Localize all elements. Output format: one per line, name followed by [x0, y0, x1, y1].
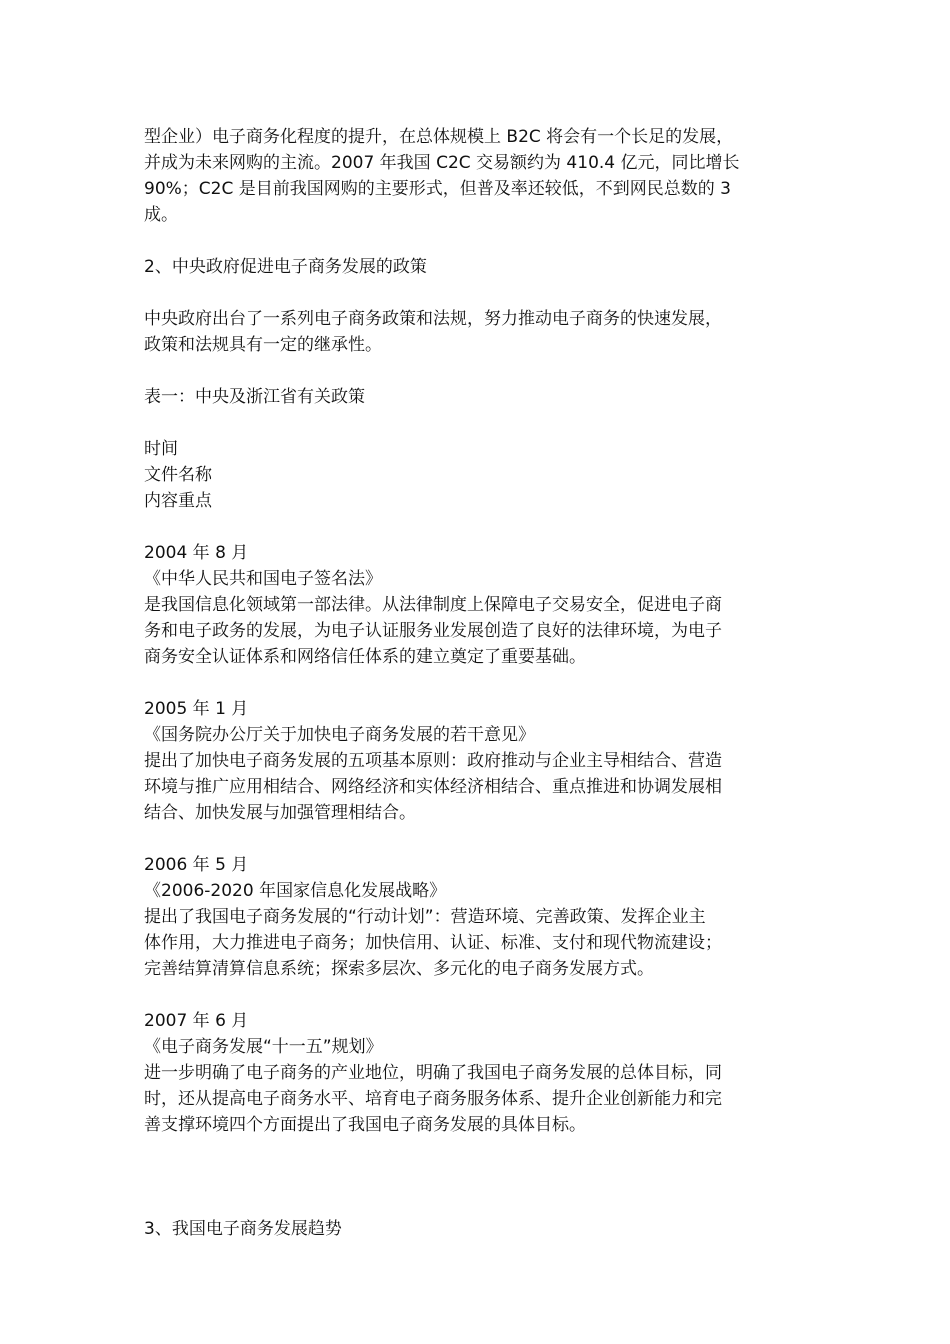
row-time: 2007 年 6 月 — [144, 1011, 249, 1031]
row-document-name: 《中华人民共和国电子签名法》 — [144, 569, 382, 589]
intro-line: 并成为未来网购的主流。2007 年我国 C2C 交易额约为 410.4 亿元，同比增长 — [144, 153, 740, 173]
table-row — [144, 852, 808, 982]
row-content-line: 务和电子政务的发展，为电子认证服务业发展创造了良好的法律环境，为电子 — [144, 621, 722, 641]
table-caption: 表一：中央及浙江省有关政策 — [144, 387, 365, 407]
table-row — [144, 540, 808, 670]
row-content-line: 提出了我国电子商务发展的“行动计划”：营造环境、完善政策、发挥企业主 — [144, 907, 706, 927]
row-content-line: 时，还从提高电子商务水平、培育电子商务服务体系、提升企业创新能力和完 — [144, 1089, 722, 1109]
paragraph-line: 政策和法规具有一定的继承性。 — [144, 335, 382, 355]
row-content-line: 提出了加快电子商务发展的五项基本原则：政府推动与企业主导相结合、营造 — [144, 751, 722, 771]
header-name: 文件名称 — [144, 465, 212, 485]
row-time: 2006 年 5 月 — [144, 855, 249, 875]
document-page — [144, 124, 808, 1242]
row-content-line: 完善结算清算信息系统；探索多层次、多元化的电子商务发展方式。 — [144, 959, 654, 979]
row-time: 2004 年 8 月 — [144, 543, 249, 563]
table-row — [144, 1008, 808, 1138]
row-content-line: 进一步明确了电子商务的产业地位，明确了我国电子商务发展的总体目标，同 — [144, 1063, 722, 1083]
header-time: 时间 — [144, 439, 178, 459]
row-content-line: 是我国信息化领域第一部法律。从法律制度上保障电子交易安全，促进电子商 — [144, 595, 722, 615]
section-2-paragraph — [144, 306, 808, 358]
table-row — [144, 696, 808, 826]
table-header — [144, 436, 808, 514]
paragraph-line: 中央政府出台了一系列电子商务政策和法规，努力推动电子商务的快速发展， — [144, 309, 722, 329]
row-content-line: 环境与推广应用相结合、网络经济和实体经济相结合、重点推进和协调发展相 — [144, 777, 722, 797]
header-content: 内容重点 — [144, 491, 212, 511]
intro-paragraph — [144, 124, 808, 228]
row-content-line: 善支撑环境四个方面提出了我国电子商务发展的具体目标。 — [144, 1115, 586, 1135]
intro-line: 成。 — [144, 205, 178, 225]
row-document-name: 《国务院办公厅关于加快电子商务发展的若干意见》 — [144, 725, 535, 745]
intro-line: 型企业）电子商务化程度的提升，在总体规模上 B2C 将会有一个长足的发展， — [144, 127, 734, 147]
row-content-line: 结合、加快发展与加强管理相结合。 — [144, 803, 416, 823]
row-document-name: 《电子商务发展“十一五”规划》 — [144, 1037, 383, 1057]
row-time: 2005 年 1 月 — [144, 699, 249, 719]
row-content-line: 商务安全认证体系和网络信任体系的建立奠定了重要基础。 — [144, 647, 586, 667]
row-document-name: 《2006-2020 年国家信息化发展战略》 — [144, 881, 447, 901]
intro-line: 90%；C2C 是目前我国网购的主要形式，但普及率还较低，不到网民总数的 3 — [144, 179, 731, 199]
section-3-heading: 3、我国电子商务发展趋势 — [144, 1219, 342, 1239]
row-content-line: 体作用，大力推进电子商务；加快信用、认证、标准、支付和现代物流建设； — [144, 933, 722, 953]
section-2-heading: 2、中央政府促进电子商务发展的政策 — [144, 257, 427, 277]
